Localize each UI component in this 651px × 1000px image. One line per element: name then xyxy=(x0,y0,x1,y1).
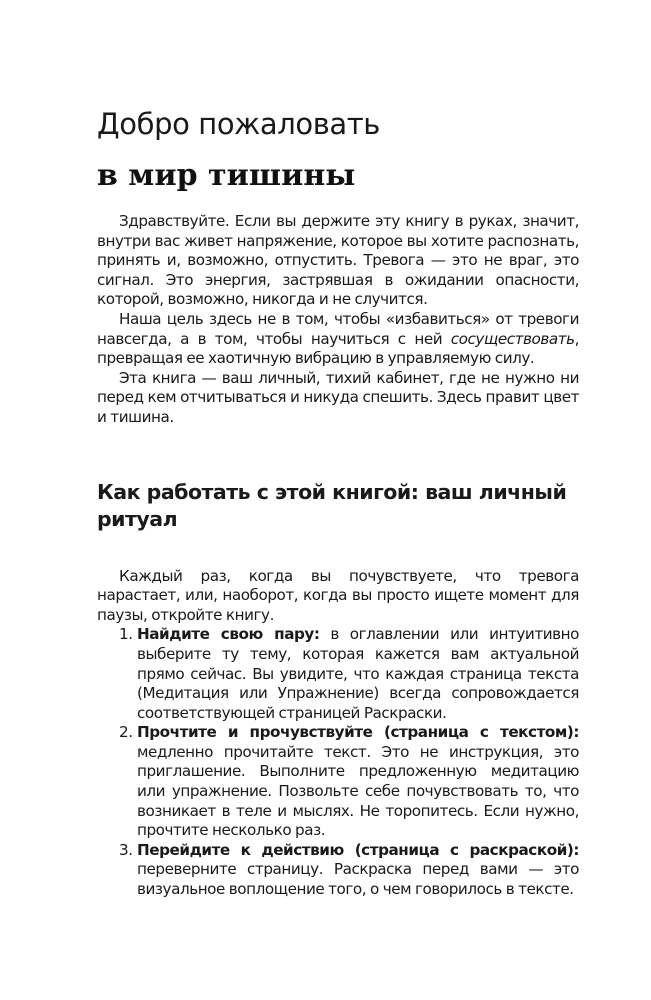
intro-paragraph-2 xyxy=(97,310,579,369)
step-number: 1. xyxy=(119,625,133,644)
section-lead-paragraph: Каждый раз, когда вы почувствуете, что тревога нарастает, или, наоборот, когда вы просто ищете момент для паузы, откройте книгу. xyxy=(97,566,579,624)
list-item xyxy=(97,723,579,841)
intro-paragraph-2-start: Наша цель здесь не в том, чтобы «избавиться» от тревоги навсегда, а в том, чтобы научиться с ней xyxy=(97,309,579,348)
intro-paragraph-1: Здравствуйте. Если вы держите эту книгу в руках, значит, внутри вас живет напряжение, которое вы хотите распознать, принять и, возможно, отпустить. Тревога — это не враг, это сигнал. Это энергия, застрявшая в ожидании опасности, которой, возможно, никогда и не случится. xyxy=(97,212,579,309)
intro-paragraph-2-end: , превращая ее хаотичную вибрацию в управляемую силу. xyxy=(97,329,579,368)
intro-text xyxy=(97,212,579,428)
chapter-title-line2: в мир тишины xyxy=(97,158,356,193)
section-title: Как работать с этой книгой: ваш личный ритуал xyxy=(97,479,567,531)
step-text: в оглавлении или интуитивно выберите ту тему, которая кажется вам актуальной прямо сейчас. Вы увидите, что каждая страница текста (Медитация или Упражнение) всегда сопровождается соответствующей страницей Раскраски. xyxy=(137,625,579,722)
intro-paragraph-3: Эта книга — ваш личный, тихий кабинет, где не нужно ни перед кем отчитываться и никуда спешить. Здесь правит цвет и тишина. xyxy=(97,368,579,426)
chapter-title-line1: Добро пожаловать xyxy=(97,107,380,141)
step-heading: Перейдите к действию (страница с раскраской): xyxy=(137,840,579,859)
book-page xyxy=(97,104,579,900)
list-item xyxy=(97,841,579,900)
step-text: медленно прочитайте текст. Это не инструкция, это приглашение. Выполните предложенную медитацию или упражнение. Позвольте себе почувствовать то, что возникает в теле и мыслях. Не торопитесь. Если нужно, прочтите несколько раз. xyxy=(137,742,579,840)
ritual-steps-list xyxy=(97,625,579,899)
step-number: 2. xyxy=(119,723,133,742)
emphasis-word: сосуществовать xyxy=(450,329,575,348)
step-number: 3. xyxy=(119,840,133,859)
step-heading: Найдите свою пару: xyxy=(137,625,320,644)
section-body xyxy=(97,567,579,900)
step-text: переверните страницу. Раскраска перед вами — это визуальное воплощение того, о чем говорилось в тексте. xyxy=(137,860,579,899)
step-heading: Прочтите и прочувствуйте (страница с текстом): xyxy=(137,723,579,742)
list-item xyxy=(97,625,579,723)
